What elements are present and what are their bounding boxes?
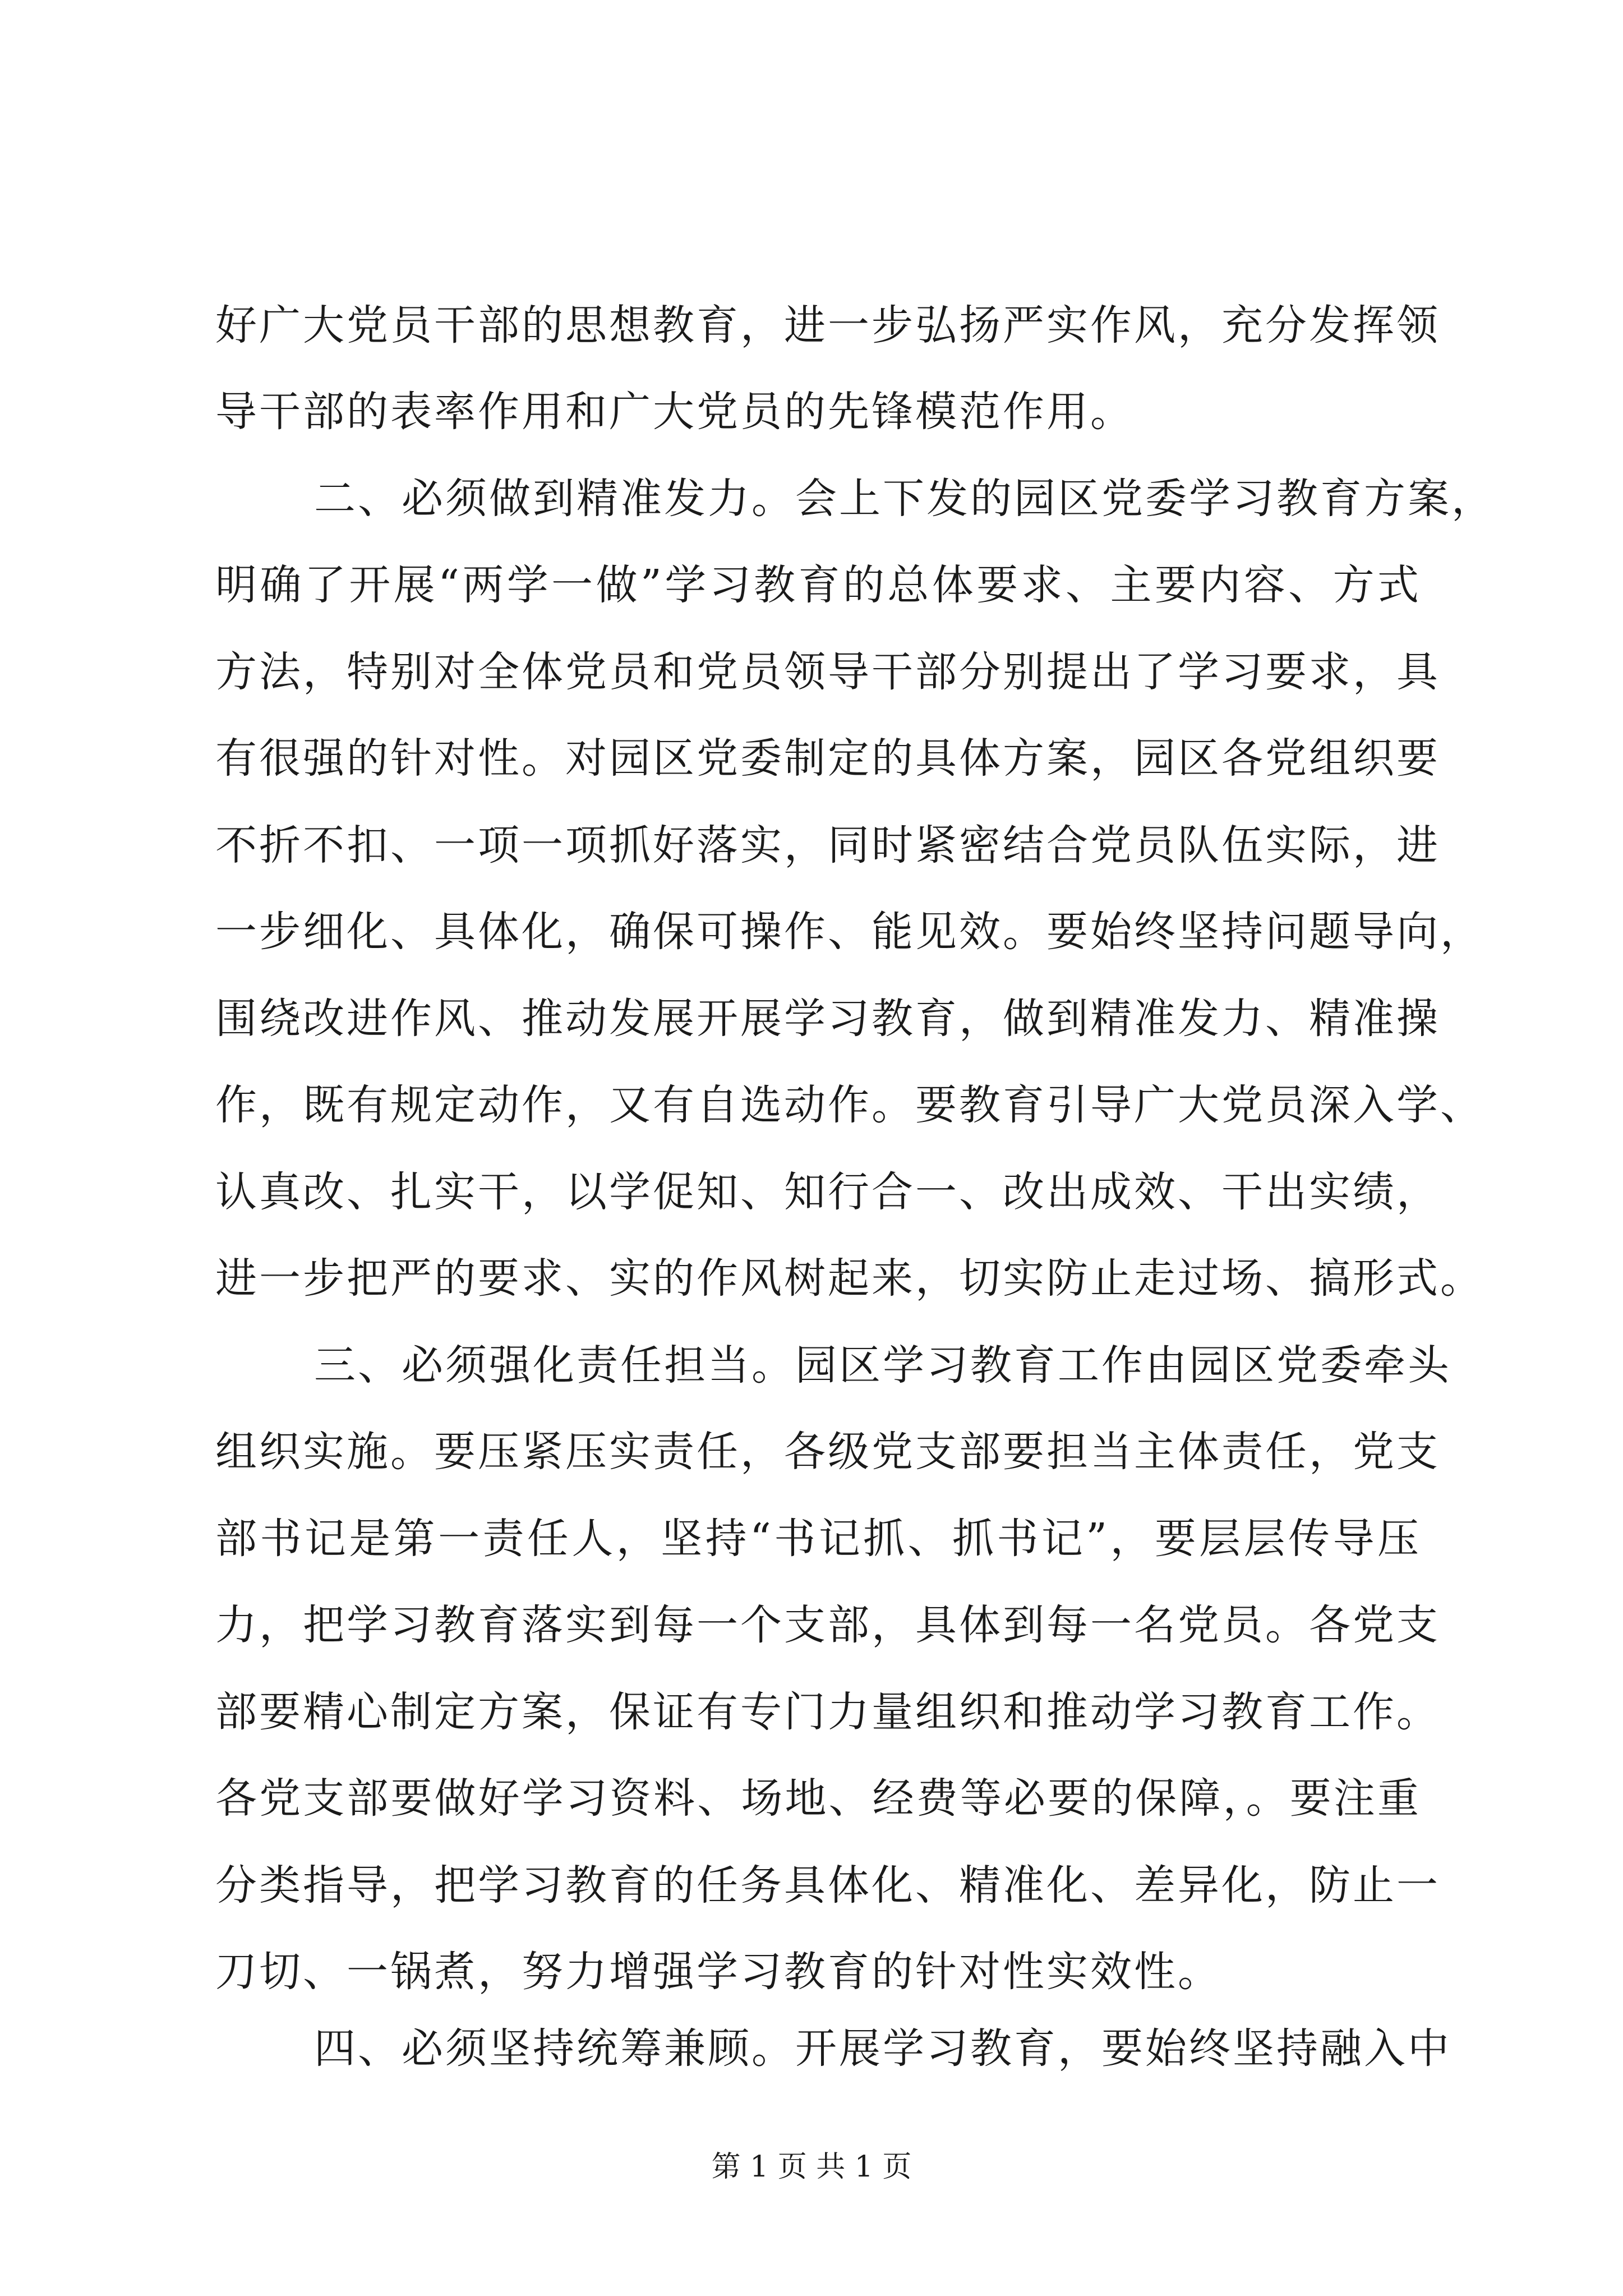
body-line-7: 不折不扣、一项一项抓好落实，同时紧密结合党员队伍实际，进 [215,821,1440,869]
body-line-18: 各党支部要做好学习资料、场地、经费等必要的保障，。要注重 [215,1774,1421,1823]
body-line-15: 部书记是第一责任人，坚持“书记抓、抓书记”，要层层传导压 [215,1515,1421,1563]
body-line-1: 好广大党员干部的思想教育，进一步弘扬严实作风，充分发挥领 [215,301,1440,349]
body-line-6: 有很强的针对性。对园区党委制定的具体方案，园区各党组织要 [215,734,1440,783]
body-line-10: 作，既有规定动作，又有自选动作。要教育引导广大党员深入学、 [215,1081,1484,1129]
body-line-8: 一步细化、具体化，确保可操作、能见效。要始终坚持问题导向， [215,908,1484,956]
body-line-5: 方法，特别对全体党员和党员领导干部分别提出了学习要求，具 [215,648,1440,696]
body-line-11: 认真改、扎实干，以学促知、知行合一、改出成效、干出实绩， [215,1168,1440,1216]
body-line-12: 进一步把严的要求、实的作风树起来，切实防止走过场、搞形式。 [215,1254,1484,1303]
body-line-2: 导干部的表率作用和广大党员的先锋模范作用。 [215,388,1134,436]
body-line-19: 分类指导，把学习教育的任务具体化、精准化、差异化，防止一 [215,1861,1440,1910]
body-line-16: 力，把学习教育落实到每一个支部，具体到每一名党员。各党支 [215,1601,1440,1649]
body-line-17: 部要精心制定方案，保证有专门力量组织和推动学习教育工作。 [215,1688,1440,1736]
paragraph-2-line-1: 二、必须做到精准发力。会上下发的园区党委学习教育方案， [314,475,1495,523]
paragraph-3-line-1: 三、必须强化责任担当。园区学习教育工作由园区党委牵头 [314,1341,1451,1389]
body-line-9: 围绕改进作风、推动发展开展学习教育，做到精准发力、精准操 [215,995,1440,1043]
body-line-4: 明确了开展“两学一做”学习教育的总体要求、主要内容、方式 [215,561,1421,609]
page-footer: 第 1 页 共 1 页 [711,2150,912,2184]
paragraph-4-line-1: 四、必须坚持统筹兼顾。开展学习教育，要始终坚持融入中 [314,2024,1451,2073]
body-line-14: 组织实施。要压紧压实责任，各级党支部要担当主体责任，党支 [215,1428,1440,1476]
body-line-20: 刀切、一锅煮，努力增强学习教育的针对性实效性。 [215,1948,1221,1996]
